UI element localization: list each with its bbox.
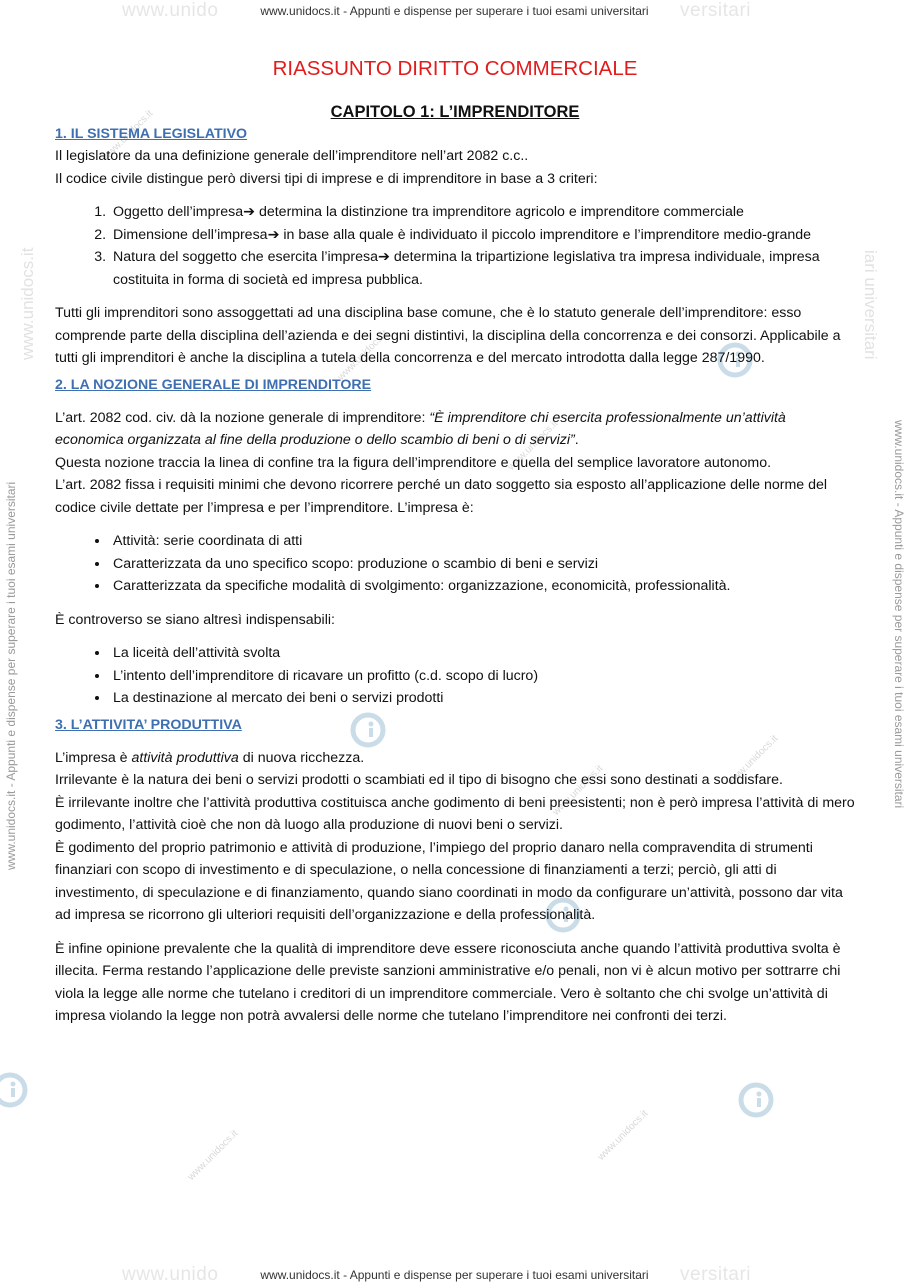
list-item: • L’intento dell’imprenditore di ricavare un profitto (c.d. scopo di lucro)	[110, 665, 855, 688]
definition-paragraph: L’art. 2082 cod. civ. dà la nozione generale di imprenditore: “È imprenditore chi esercita professionalmente un’attività economica organizzata al fine della produzione o dello scambio di beni o di servizi”.	[55, 409, 786, 448]
paragraph-line: È irrilevante inoltre che l’attività produttiva costituisca anche godimento di beni preesistenti; non è però impresa l’attività di mero godimento, l’attività cioè che non dà luogo alla produzione di nuovi beni o servizi.	[55, 794, 855, 833]
definition-quote: “È imprenditore chi esercita professionalmente un’attività economica organizzata al fine della produzione o dello scambio di beni o di servizi”	[55, 409, 786, 448]
unidocs-logo-icon	[736, 1080, 776, 1120]
watermark-top: www.unidocs.it - Appunti e dispense per superare i tuoi esami universitari	[260, 4, 649, 18]
watermark-side-left-outer: www.unidocs.it	[18, 247, 37, 360]
list-item: 3. Natura del soggetto che esercita l’impresa➔ determina la tripartizione legislativa tra impresa individuale, impresa costituita in forma di società ed impresa pubblica.	[110, 246, 855, 291]
section-heading-3: 3. L’ATTIVITA’ PRODUTTIVA	[55, 716, 242, 733]
watermark-side-left: www.unidocs.it - Appunti e dispense per superare i tuoi esami universitari	[4, 481, 18, 870]
diagonal-watermark: www.unidocs.it	[550, 763, 606, 818]
diagonal-watermark: www.unidocs.it	[185, 1128, 241, 1183]
list-item: • Attività: serie coordinata di atti	[110, 530, 855, 553]
section-heading-1: 1. IL SISTEMA LEGISLATIVO	[55, 126, 248, 142]
section-heading-2: 2. LA NOZIONE GENERALE DI IMPRENDITORE	[55, 376, 372, 393]
list-item: 1. Oggetto dell’impresa➔ determina la distinzione tra imprenditore agricolo e imprenditore commerciale	[110, 201, 855, 224]
paragraph-line: Il legislatore da una definizione generale dell’imprenditore nell’art 2082 c.c..	[55, 148, 529, 164]
requirements-list	[55, 530, 855, 598]
diagonal-watermark: www.unidocs.it	[595, 1108, 651, 1163]
paragraph-line: L’impresa è attività produttiva di nuova ricchezza.	[55, 749, 365, 766]
list-item: • La destinazione al mercato dei beni o servizi prodotti	[110, 687, 855, 710]
faint-watermark-bottom-left: www.unido	[122, 1264, 219, 1285]
faint-watermark-bottom-right: versitari	[680, 1264, 752, 1285]
list-item: 2. Dimensione dell’impresa➔ in base alla quale è individuato il piccolo imprenditore e l’imprenditore medio-grande	[110, 224, 855, 247]
diagonal-watermark: www.unidocs.it	[725, 733, 781, 788]
paragraph-line: È controverso se siano altresì indispensabili:	[55, 611, 335, 628]
criteria-list	[55, 201, 855, 291]
watermark-side-right: www.unidocs.it - Appunti e dispense per superare i tuoi esami universitari	[892, 420, 906, 809]
diagonal-watermark: www.unidocs.it	[335, 328, 391, 383]
diagonal-watermark: www.unidocs.it	[505, 418, 561, 473]
list-item: • Caratterizzata da uno specifico scopo: produzione o scambio di beni e servizi	[110, 553, 855, 576]
paragraph-line: L’art. 2082 fissa i requisiti minimi che devono ricorrere perché un dato soggetto sia esposto all’applicazione delle norme del codice civile dettate per l’impresa e per l’imprenditore. L’impresa è:	[55, 477, 828, 516]
watermark-side-right-outer: iari universitari	[861, 250, 880, 360]
faint-watermark-top-left: www.unido	[122, 0, 219, 21]
paragraph: Tutti gli imprenditori sono assoggettati ad una disciplina base comune, che è lo statuto generale dell’imprenditore: esso comprende parte della disciplina dell’azienda e dei segni distintivi, la disciplina della concorrenza e dei consorzi. Applicabile a tutti gli imprenditori è anche la disciplina a tutela della concorrenza e del mercato introdotta dalla legge 287/1990.	[55, 305, 841, 366]
paragraph: È infine opinione prevalente che la qualità di imprenditore deve essere riconosciuta anche quando l’attività produttiva svolta è illecita. Ferma restando l’applicazione delle previste sanzioni amministrative e/o penali, non vi è alcun motivo per sottrarre chi viola la legge alle norme che tutelano i creditori di un imprenditore commerciale. Vero è soltanto che chi svolge un’attività di impresa violando la legge non potrà avvalersi delle norme che tutelano l’imprenditore nei confronti dei terzi.	[55, 940, 841, 1024]
watermark-bottom: www.unidocs.it - Appunti e dispense per superare i tuoi esami universitari	[260, 1268, 649, 1282]
arrow-icon: ➔	[243, 204, 256, 220]
paragraph-line: Il codice civile distingue però diversi tipi di imprese e di imprenditore in base a 3 criteri:	[55, 170, 598, 187]
chapter-heading: CAPITOLO 1: L’IMPRENDITORE	[330, 103, 580, 121]
list-item: • Caratterizzata da specifiche modalità di svolgimento: organizzazione, economicità, professionalità.	[110, 575, 855, 598]
paragraph-line: È godimento del proprio patrimonio e attività di produzione, l’impiego del proprio danaro nella compravendita di strumenti finanziari con scopo di investimento e di speculazione, o nella concessione di finanziamenti a terzi; perciò, gli atti di investimento, di speculazione e di finanziamento, quando siano coordinati in modo da configurare un’attività, possono dar vita ad impresa se ricorrono gli ulteriori requisiti dell’organizzazione e della professionalità.	[55, 839, 843, 923]
controversial-list	[55, 642, 855, 710]
paragraph-line: Questa nozione traccia la linea di confine tra la figura dell’imprenditore e quella del semplice lavoratore autonomo.	[55, 454, 772, 471]
arrow-icon: ➔	[267, 226, 280, 243]
paragraph-line: Irrilevante è la natura dei beni o servizi prodotti o scambiati ed il tipo di bisogno che essi sono destinati a soddisfare.	[55, 772, 783, 788]
list-item: • La liceità dell’attività svolta	[110, 642, 855, 665]
faint-watermark-top-right: versitari	[680, 0, 752, 21]
unidocs-logo-icon	[0, 1070, 30, 1110]
document-body	[55, 55, 855, 1028]
diagonal-watermark: www.unidocs.it	[100, 108, 156, 163]
arrow-icon: ➔	[377, 249, 390, 265]
document-title: RIASSUNTO DIRITTO COMMERCIALE	[272, 57, 638, 80]
